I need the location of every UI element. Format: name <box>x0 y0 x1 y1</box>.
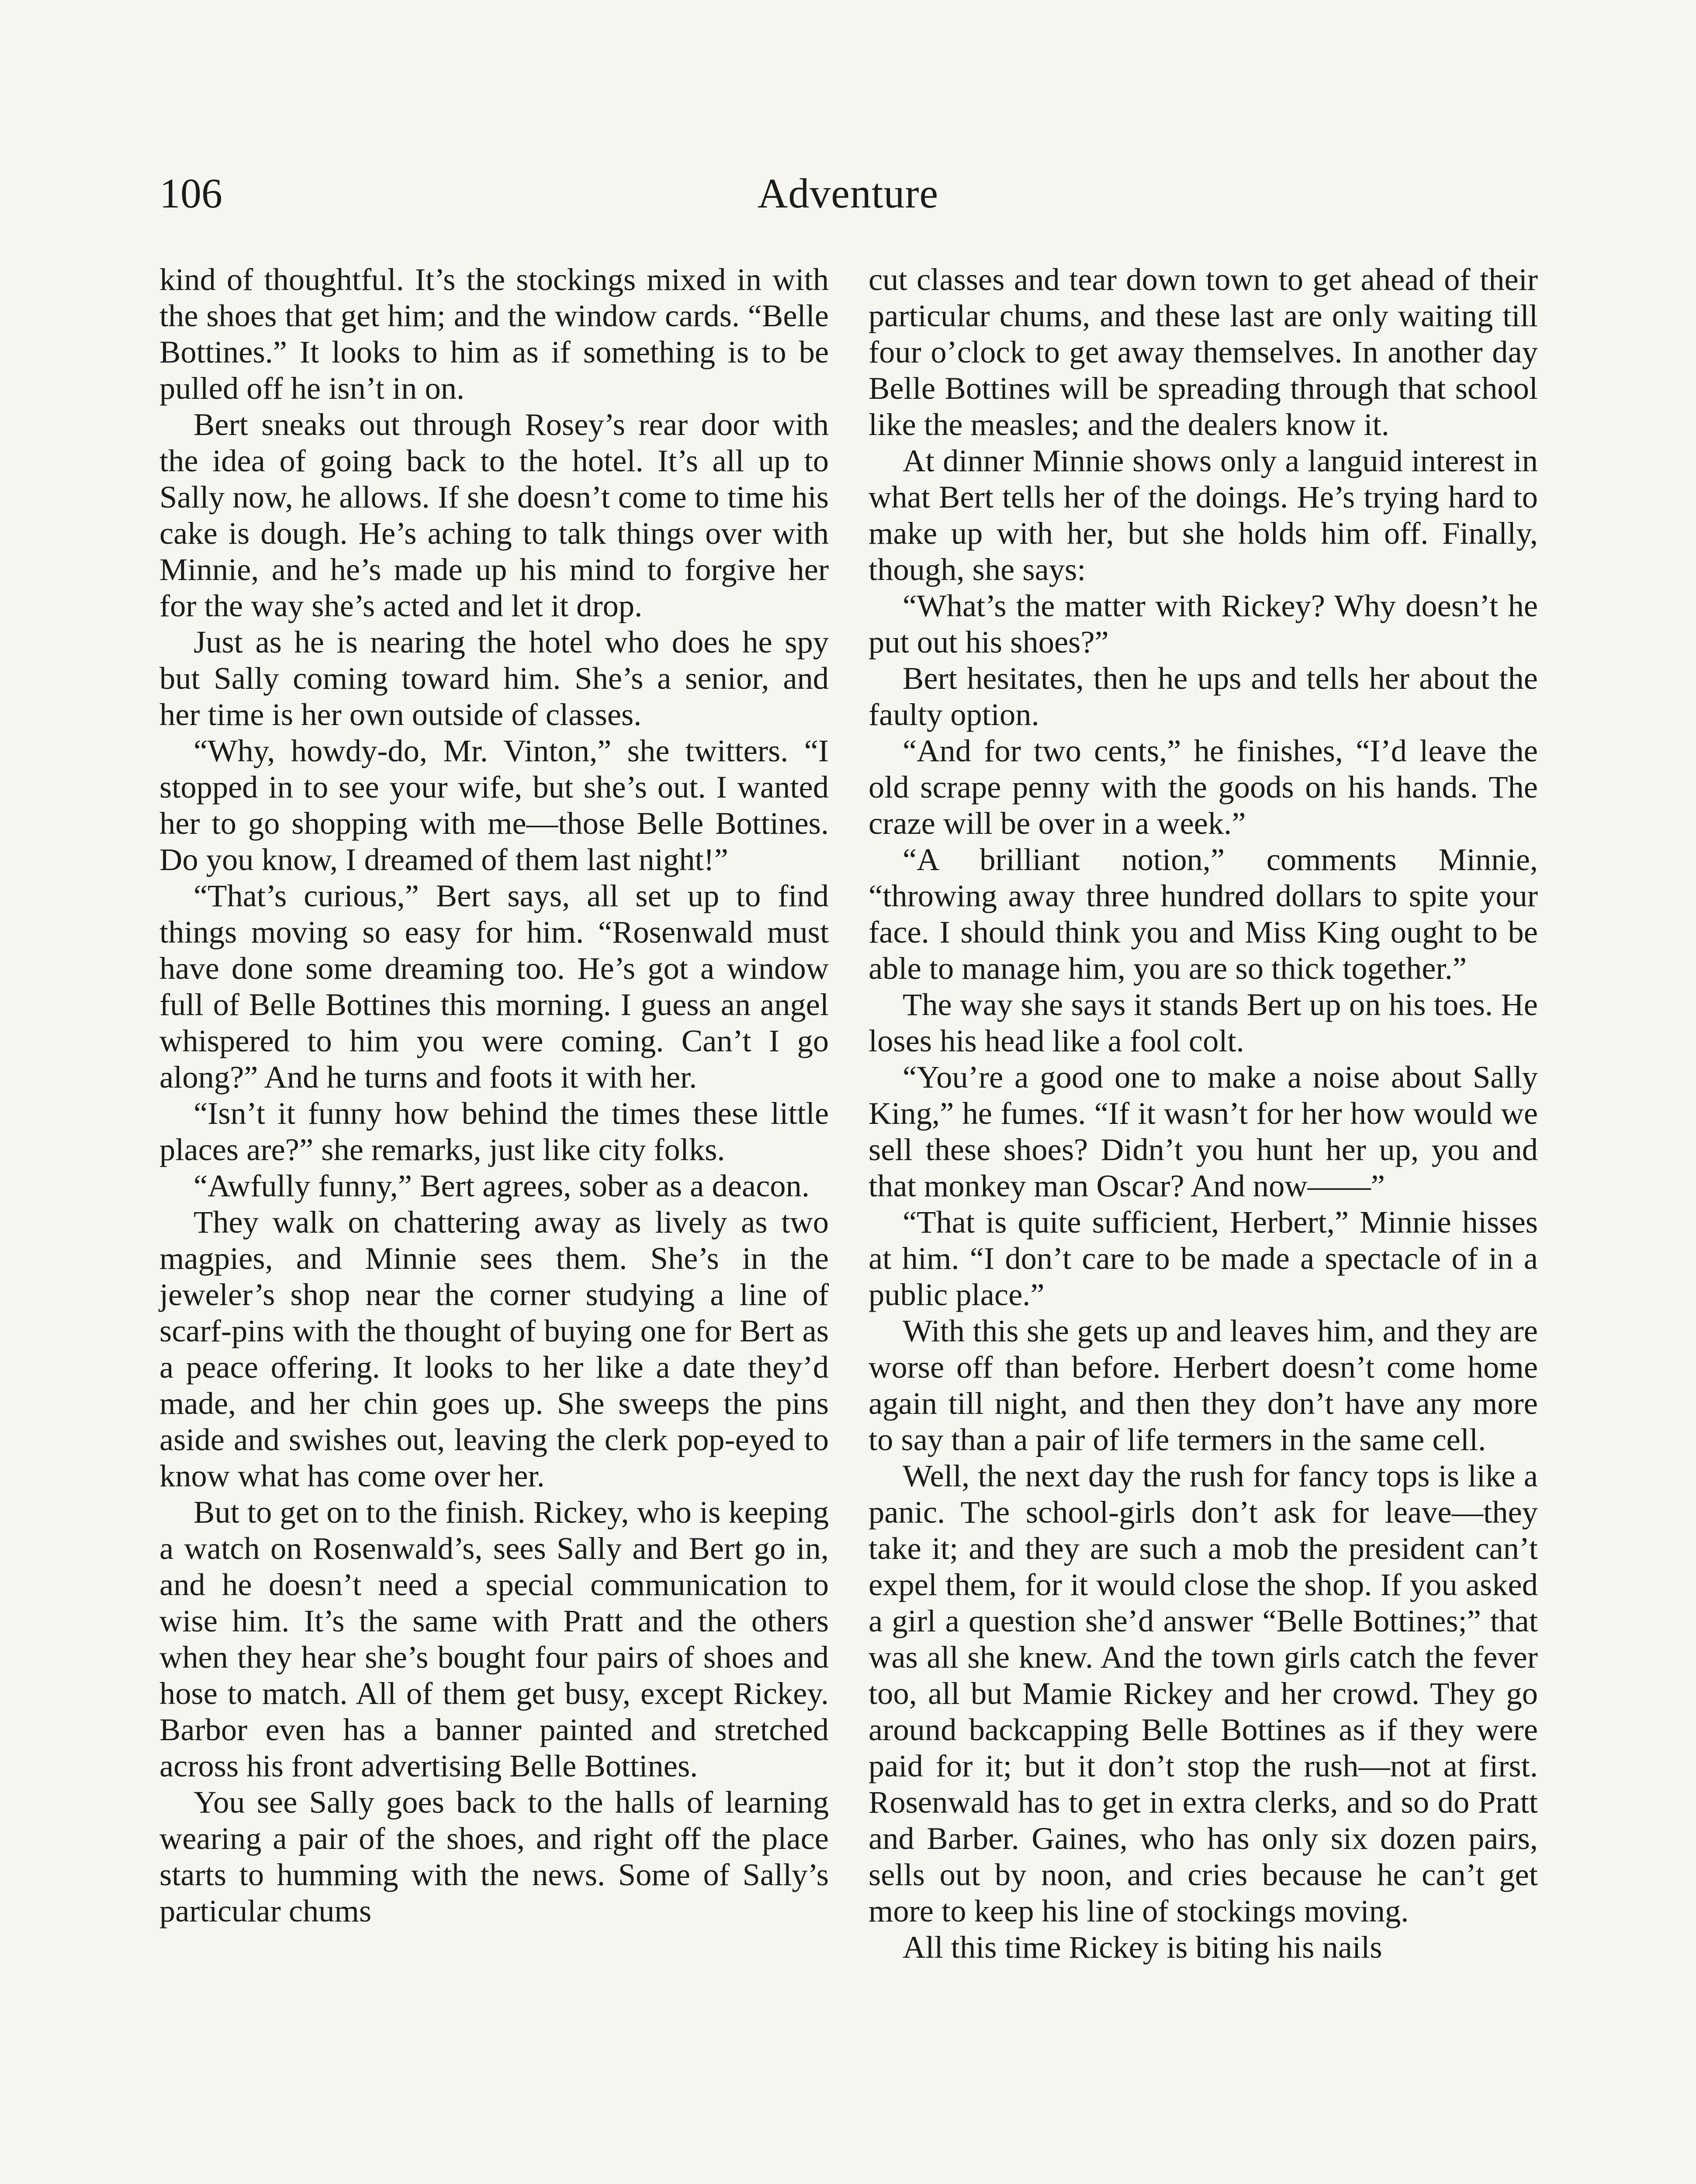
paragraph: “Awfully funny,” Bert agrees, sober as a deacon. <box>194 1168 810 1203</box>
paragraph: Well, the next day the rush for fancy tops is like a panic. The school-girls don’t ask for leave—they take it; and they are such a mob the president can’t expel them, for it would close the shop. If you asked a girl a question she’d answer “Belle Bottines;” that was all she knew. And the town girls catch the fever too, all but Mamie Rickey and her crowd. They go around backcapping Belle Bottines as if they were paid for it; but it don’t stop the rush—not at first. Rosenwald has to get in extra clerks, and so do Pratt and Barber. Gaines, who has only six dozen pairs, sells out by noon, and cries because he can’t get more to keep his line of stockings moving. <box>869 1458 1538 1928</box>
paragraph: cut classes and tear down town to get ahead of their particular chums, and these last are only waiting till four o’clock to get away themselves. In another day Belle Bottines will be spreading through that school like the measles; and the dealers know it. <box>869 262 1538 442</box>
paragraph: With this she gets up and leaves him, and they are worse off than before. Herbert doesn’t come home again till night, and then they don’t have any more to say than a pair of life termers in the same cell. <box>869 1313 1538 1457</box>
paragraph: kind of thoughtful. It’s the stockings mixed in with the shoes that get him; and the window cards. “Belle Bottines.” It looks to him as if something is to be pulled off he isn’t in on. <box>159 262 829 406</box>
paragraph: “A brilliant notion,” comments Minnie, “throwing away three hundred dollars to spite your face. I should think you and Miss King ought to be able to manage him, you are so thick together.” <box>869 842 1538 986</box>
paragraph: You see Sally goes back to the halls of learning wearing a pair of the shoes, and right off the place starts to humming with the news. Some of Sally’s particular chums <box>159 1784 829 1928</box>
paragraph: “Why, howdy-do, Mr. Vinton,” she twitters. “I stopped in to see your wife, but she’s out. I wanted her to go shopping with me—those Belle Bottines. Do you know, I dreamed of them last night!” <box>159 733 829 877</box>
paragraph: “And for two cents,” he finishes, “I’d leave the old scrape penny with the goods on his hands. The craze will be over in a week.” <box>869 733 1538 841</box>
paragraph: The way she says it stands Bert up on his toes. He loses his head like a fool colt. <box>869 987 1538 1058</box>
paragraph: Bert sneaks out through Rosey’s rear door with the idea of going back to the hotel. It’s all up to Sally now, he allows. If she doesn’t come to time his cake is dough. He’s aching to talk things over with Minnie, and he’s made up his mind to forgive her for the way she’s acted and let it drop. <box>159 407 829 623</box>
paragraph: “What’s the matter with Rickey? Why doesn’t he put out his shoes?” <box>869 588 1538 660</box>
page-number: 106 <box>159 170 222 217</box>
paragraph: All this time Rickey is biting his nails <box>903 1929 1382 1965</box>
paragraph: They walk on chattering away as lively as two magpies, and Minnie sees them. She’s in the jeweler’s shop near the corner studying a line of scarf-pins with the thought of buying one for Bert as a peace offering. It looks to her like a date they’d made, and her chin goes up. She sweeps the pins aside and swishes out, leaving the clerk pop-eyed to know what has come over her. <box>159 1204 829 1493</box>
paragraph: But to get on to the finish. Rickey, who is keeping a watch on Rosenwald’s, sees Sally and Bert go in, and he doesn’t need a special communication to wise him. It’s the same with Pratt and the others when they hear she’s bought four pairs of shoes and hose to match. All of them get busy, except Rickey. Barbor even has a banner painted and stretched across his front advertising Belle Bottines. <box>159 1494 829 1783</box>
paragraph: “You’re a good one to make a noise about Sally King,” he fumes. “If it wasn’t for her how would we sell these shoes? Didn’t you hunt her up, you and that monkey man Oscar? And now——” <box>869 1059 1538 1203</box>
paragraph: At dinner Minnie shows only a languid interest in what Bert tells her of the doings. He’s trying hard to make up with her, but she holds him off. Finally, though, she says: <box>869 443 1538 587</box>
paragraph: “That’s curious,” Bert says, all set up to find things moving so easy for him. “Rosenwald must have done some dreaming too. He’s got a window full of Belle Bottines this morning. I guess an angel whispered to him you were coming. Can’t I go along?” And he turns and foots it with her. <box>159 878 829 1095</box>
right-column <box>869 261 1538 1965</box>
paragraph: Bert hesitates, then he ups and tells her about the faulty option. <box>869 660 1538 732</box>
paragraph: Just as he is nearing the hotel who does he spy but Sally coming toward him. She’s a senior, and her time is her own outside of classes. <box>159 624 829 732</box>
paragraph: “That is quite sufficient, Herbert,” Minnie hisses at him. “I don’t care to be made a spectacle of in a public place.” <box>869 1204 1538 1312</box>
running-title: Adventure <box>757 170 939 217</box>
left-column <box>159 261 829 1929</box>
paragraph: “Isn’t it funny how behind the times these little places are?” she remarks, just like city folks. <box>159 1095 829 1167</box>
